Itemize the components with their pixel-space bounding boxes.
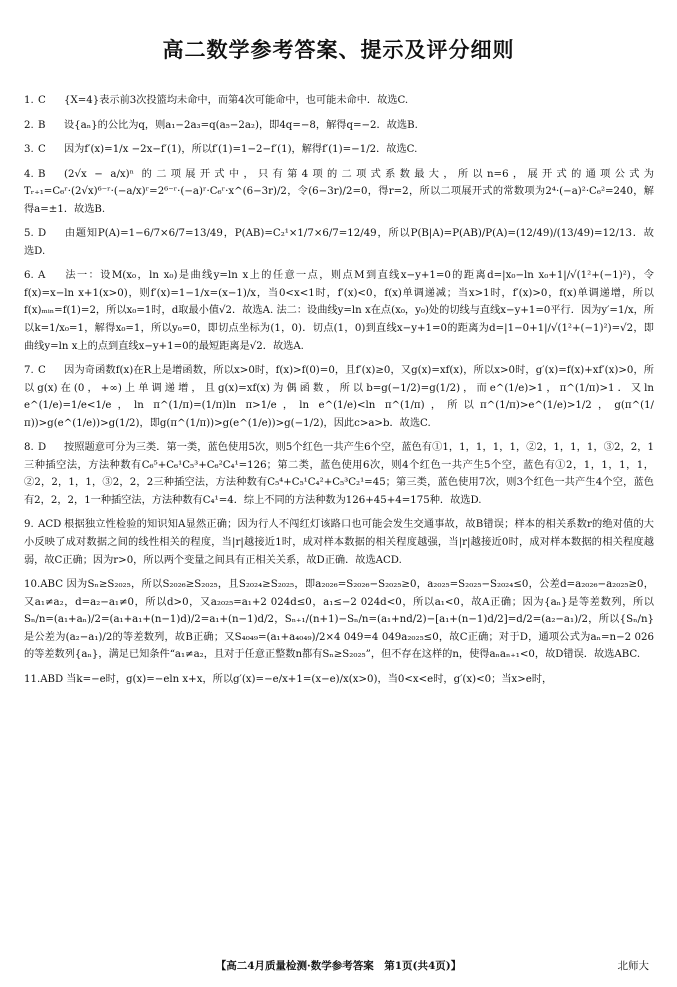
item-number: 7. xyxy=(24,365,34,377)
item-answer: B xyxy=(38,168,46,180)
item-number: 4. xyxy=(24,168,34,180)
item-number: 8. xyxy=(24,442,34,454)
item-number: 6. xyxy=(24,270,34,282)
item-answer: B xyxy=(38,119,46,131)
item-answer: ABD xyxy=(40,673,64,685)
footer-page-info: 【高二4月质量检测·数学参考答案 第1页(共4页)】 xyxy=(215,960,462,972)
answer-list xyxy=(24,92,654,695)
item-text: {X=4}表示前3次投篮均未命中，而第4次可能命中，也可能未命中．故选C. xyxy=(64,95,409,106)
answer-item xyxy=(24,362,654,432)
answer-item xyxy=(24,671,654,689)
answer-item xyxy=(24,439,654,509)
answer-item xyxy=(24,92,654,110)
item-text: (2√x − a/x)ⁿ 的二项展开式中，只有第4项的二项式系数最大，所以n=6，展开式的通项公式为 Tᵣ₊₁=C₆ʳ·(2√x)⁶⁻ʳ·(−a/x)ʳ=2⁶⁻ʳ·(−a)ʳ·C₆ʳ·x^(6−3r)/2，令(6−3r)/2=0，得r=2，所以二项展开式的常数项为2⁴·(−a)²·C₆²=240，解得a=±1．故选B. xyxy=(24,168,654,215)
item-text: 法一：设M(x₀，ln x₀)是曲线y=ln x上的任意一点，则点M到直线x−y+1=0的距离d=|x₀−ln x₀+1|/√(1²+(−1)²)，令f(x)=x−ln x+1(x>0)，则f′(x)=1−1/x=(x−1)/x，当0<x<1时，f′(x)<0，f(x)单调递减；当x>1时，f′(x)>0，f(x)单调递增，所以f(x)ₘᵢₙ=f(1)=2，所以x₀=1时，d取最小值√2．故选A. 法二：设曲线y=ln x在点(x₀，y₀)处的切线与直线x−y+1=0平行．因为y′=1/x，所以k=1/x₀=1，解得x₀=1，所以y₀=0，即切点坐标为(1，0)．切点(1，0)到直线x−y+1=0的距离为d=|1−0+1|/√(1²+(−1)²)=√2，即曲线y=ln x上的点到直线x−y+1=0的最短距离是√2．故选A. xyxy=(24,270,654,352)
page-title: 高二数学参考答案、提示及评分细则 xyxy=(162,38,515,62)
item-number: 10. xyxy=(24,579,41,591)
item-answer: D xyxy=(38,442,47,454)
item-text: 根据独立性检验的知识知A显然正确；因为行人不闯红灯该路口也可能会发生交通事故，故B错误；样本的相关系数r的绝对值的大小反映了成对数据之间的线性相关的程度，当|r|越接近1时，成对样本数据的相关程度越强，当|r|越接近0时，成对样本数据的相关程度越弱，故C正确；因为r>0，所以两个变量之间具有正相关关系，故D正确．故选ACD. xyxy=(24,519,654,566)
answer-item xyxy=(24,576,654,664)
item-number: 5. xyxy=(24,228,34,240)
answer-item xyxy=(24,117,654,135)
item-text: 因为Sₙ≥S₂₀₂₅，所以S₂₀₂₆≥S₂₀₂₅，且S₂₀₂₄≥S₂₀₂₅，即a₂₀₂₆=S₂₀₂₆−S₂₀₂₅≥0，a₂₀₂₅=S₂₀₂₅−S₂₀₂₄≤0，公差d=a₂₀₂₆−a₂₀₂₅≥0，又a₁≠a₂，d=a₂−a₁≠0，所以d>0，又a₂₀₂₅=a₁+2 024d≤0，a₁≤−2 024d<0，所以a₁<0，故A正确；因为{aₙ}是等差数列，所以Sₙ/n=(a₁+aₙ)/2=(a₁+a₁+(n−1)d)/2=a₁+(n−1)d/2，Sₙ₊₁/(n+1)−Sₙ/n=(a₁+nd/2)−[a₁+(n−1)d/2]=d/2=(a₂−a₁)/2，所以{Sₙ/n}是公差为(a₂−a₁)/2的等差数列，故B正确；又S₄₀₄₉=(a₁+a₄₀₄₉)/2×4 049=4 049a₂₀₂₅≤0，故C正确；对于D，通项公式为aₙ=n−2 026的等差数列{aₙ}，满足已知条件“a₁≠a₂，且对于任意正整数n都有Sₙ≥S₂₀₂₅”，但不存在这样的n，使得aₙaₙ₊₁<0，故D错误．故选ABC. xyxy=(24,579,654,661)
item-number: 11. xyxy=(24,673,41,685)
item-text: 设{aₙ}的公比为q，则a₁−2a₃=q(a₅−2a₂)，即4q=−8，解得q=−2．故选B. xyxy=(64,119,418,131)
answer-item xyxy=(24,516,654,569)
item-number: 1. xyxy=(24,95,34,106)
answer-item xyxy=(24,267,654,355)
item-answer: D xyxy=(38,228,47,240)
item-number: 2. xyxy=(24,119,34,131)
item-answer: ACD xyxy=(38,519,62,531)
item-answer: C xyxy=(38,95,46,106)
item-answer: A xyxy=(38,270,46,282)
item-number: 9. xyxy=(24,519,34,531)
item-answer: ABC xyxy=(40,579,64,591)
item-text: 由题知P(A)=1−6/7×6/7=13/49，P(AB)=C₂¹×1/7×6/7=12/49，所以P(B|A)=P(AB)/P(A)=(12/49)/(13/49)=12/13．故选D. xyxy=(24,228,654,257)
item-text: 当k=−e时，g(x)=−eln x+x，所以g′(x)=−e/x+1=(x−e)/x(x>0)，当0<x<e时，g′(x)<0；当x>e时， xyxy=(66,673,553,685)
item-number: 3. xyxy=(24,144,34,156)
item-answer: C xyxy=(38,365,46,377)
item-answer: C xyxy=(38,144,46,156)
item-text: 因为奇函数f(x)在R上是增函数，所以x>0时，f(x)>f(0)=0，且f′(x)≥0，又g(x)=xf(x)，所以x>0时，g′(x)=f(x)+xf′(x)>0，所以g(x)在(0，+∞)上单调递增，且g(x)=xf(x)为偶函数，所以b=g(−1/2)=g(1/2)，而e^(1/e)>1，π^(1/π)>1．又ln e^(1/e)=1/e<1/e，ln π^(1/π)=(1/π)ln π>1/e，ln e^(1/e)<ln π^(1/π)，所以π^(1/π)>e^(1/e)>1/2，g(π^(1/π))>g(e^(1/e))>g(1/2)，即g(π^(1/π))>g(e^(1/e))>g(−1/2)，因此c>a>b．故选C. xyxy=(24,365,654,429)
answer-item xyxy=(24,225,654,260)
answer-item xyxy=(24,166,654,219)
item-text: 按照题意可分为三类．第一类，蓝色使用5次，则5个红色一共产生6个空，蓝色有①1，1，1，1，1，②2，1，1，1，③2，2，1三种插空法，方法种数有C₆⁵+C₆¹C₅³+C₆²C₄¹=126；第二类，蓝色使用6次，则4个红色一共产生5个空，蓝色有①2，1，1，1，1，②2，2，1，1，③2，2，2三种插空法，方法种数有C₅⁴+C₅¹C₄²+C₅³C₂¹=45；第三类，蓝色使用7次，则3个红色一共产生4个空，蓝色有2，2，2，1一种插空法，方法种数有C₄¹=4．综上不同的方法种数为126+45+4=175种．故选D. xyxy=(24,442,654,506)
footer-edition: 北师大 xyxy=(617,960,649,972)
answer-item xyxy=(24,141,654,159)
item-text: 因为f′(x)=1/x −2x−f′(1)，所以f′(1)=1−2−f′(1)，解得f′(1)=−1/2．故选C. xyxy=(64,144,418,156)
